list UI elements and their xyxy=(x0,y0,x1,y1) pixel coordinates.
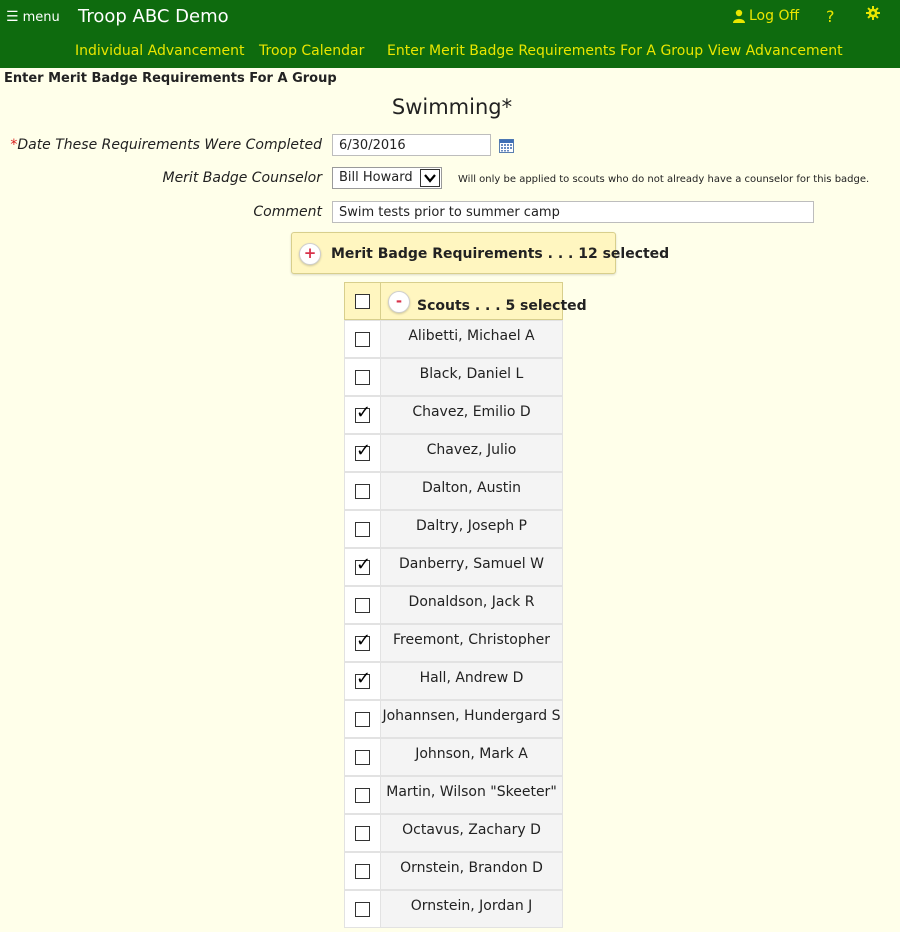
scout-row xyxy=(344,814,563,852)
scout-row xyxy=(344,320,563,358)
scout-checkbox-cell xyxy=(344,700,381,738)
requirements-label: Merit Badge Requirements . . . 12 selected xyxy=(331,246,670,262)
scout-name: Black, Daniel L xyxy=(381,358,563,396)
top-header-bar xyxy=(0,0,900,68)
scout-name: Dalton, Austin xyxy=(381,472,563,510)
check-icon: ✓ xyxy=(356,402,372,423)
scout-row xyxy=(344,776,563,814)
scout-name: Donaldson, Jack R xyxy=(381,586,563,624)
scout-checkbox[interactable] xyxy=(355,788,370,803)
scout-name: Alibetti, Michael A xyxy=(381,320,563,358)
scout-checkbox[interactable] xyxy=(355,598,370,613)
scout-checkbox-cell xyxy=(344,586,381,624)
scout-checkbox[interactable] xyxy=(355,332,370,347)
scouts-header-cell[interactable] xyxy=(381,282,587,320)
scout-row xyxy=(344,358,563,396)
scout-checkbox[interactable] xyxy=(355,484,370,499)
check-icon: ✓ xyxy=(356,630,372,651)
date-label-text: Date These Requirements Were Completed xyxy=(17,137,322,153)
nav-troop-calendar[interactable]: Troop Calendar xyxy=(259,43,365,59)
collapse-icon[interactable]: - xyxy=(388,291,410,313)
scout-checkbox[interactable] xyxy=(355,750,370,765)
scout-row xyxy=(344,700,563,738)
counselor-selected-value: Bill Howard xyxy=(339,170,413,185)
menu-label: menu xyxy=(22,9,60,25)
requirements-section-header[interactable] xyxy=(291,232,670,274)
scout-row xyxy=(344,434,563,472)
scout-name: Daltry, Joseph P xyxy=(381,510,563,548)
scout-checkbox-cell xyxy=(344,510,381,548)
scout-checkbox[interactable] xyxy=(355,554,372,575)
logoff-label: Log Off xyxy=(749,8,800,24)
scout-checkbox-cell xyxy=(344,472,381,510)
scout-row xyxy=(344,852,563,890)
select-all-checkbox[interactable] xyxy=(355,294,370,309)
scout-checkbox[interactable] xyxy=(355,370,370,385)
counselor-select[interactable] xyxy=(332,167,442,189)
scout-checkbox[interactable] xyxy=(355,712,370,727)
scout-checkbox-cell xyxy=(344,662,381,700)
page-heading: Enter Merit Badge Requirements For A Group xyxy=(4,71,337,86)
scout-checkbox[interactable] xyxy=(355,668,372,689)
scout-row xyxy=(344,890,563,928)
scout-checkbox-cell xyxy=(344,358,381,396)
scout-checkbox-cell xyxy=(344,434,381,472)
app-title: Troop ABC Demo xyxy=(78,6,229,27)
check-icon: ✓ xyxy=(356,554,372,575)
scout-row xyxy=(344,662,563,700)
scout-checkbox[interactable] xyxy=(355,402,372,423)
hamburger-icon: ☰ xyxy=(6,9,19,25)
date-input[interactable]: 6/30/2016 xyxy=(332,134,491,156)
date-label xyxy=(10,137,322,153)
scout-checkbox[interactable] xyxy=(355,864,370,879)
scout-row xyxy=(344,624,563,662)
nav-individual-advancement[interactable]: Individual Advancement xyxy=(75,43,245,59)
badge-title: Swimming* xyxy=(391,95,513,119)
logoff-link[interactable] xyxy=(732,8,799,24)
scout-checkbox-cell xyxy=(344,548,381,586)
scout-checkbox[interactable] xyxy=(355,522,370,537)
scout-checkbox[interactable] xyxy=(355,826,370,841)
comment-label: Comment xyxy=(253,204,322,220)
scout-row xyxy=(344,586,563,624)
calendar-icon[interactable] xyxy=(499,139,514,153)
nav-enter-merit-badge-requirements[interactable]: Enter Merit Badge Requirements For A Group xyxy=(387,43,704,59)
nav-view-advancement[interactable]: View Advancement xyxy=(708,43,843,59)
scout-name: Ornstein, Jordan J xyxy=(381,890,563,928)
chevron-down-icon xyxy=(420,169,440,187)
scout-row xyxy=(344,510,563,548)
user-icon xyxy=(732,9,746,23)
scout-checkbox-cell xyxy=(344,738,381,776)
scouts-label: Scouts . . . 5 selected xyxy=(417,298,587,314)
scout-row xyxy=(344,472,563,510)
scout-name: Johannsen, Hundergard S xyxy=(381,700,563,738)
scout-name: Ornstein, Brandon D xyxy=(381,852,563,890)
scout-checkbox[interactable] xyxy=(355,902,370,917)
scout-checkbox-cell xyxy=(344,814,381,852)
scout-name: Martin, Wilson "Skeeter" xyxy=(381,776,563,814)
scout-checkbox-cell xyxy=(344,624,381,662)
menu-button[interactable] xyxy=(6,9,60,25)
help-icon[interactable]: ? xyxy=(826,7,835,26)
gear-icon[interactable] xyxy=(866,5,880,24)
select-all-cell xyxy=(344,282,381,320)
scout-name: Chavez, Emilio D xyxy=(381,396,563,434)
scout-row xyxy=(344,396,563,434)
scout-name: Hall, Andrew D xyxy=(381,662,563,700)
scout-checkbox[interactable] xyxy=(355,630,372,651)
expand-icon[interactable]: + xyxy=(299,243,321,265)
check-icon: ✓ xyxy=(356,440,372,461)
scout-checkbox-cell xyxy=(344,396,381,434)
scout-name: Octavus, Zachary D xyxy=(381,814,563,852)
scout-name: Chavez, Julio xyxy=(381,434,563,472)
scout-checkbox-cell xyxy=(344,852,381,890)
scout-row xyxy=(344,548,563,586)
counselor-label: Merit Badge Counselor xyxy=(162,170,322,186)
comment-input[interactable]: Swim tests prior to summer camp xyxy=(332,201,814,223)
scout-checkbox-cell xyxy=(344,320,381,358)
check-icon: ✓ xyxy=(356,668,372,689)
scout-row xyxy=(344,738,563,776)
scout-checkbox-cell xyxy=(344,776,381,814)
scouts-header-row xyxy=(344,282,587,320)
scout-name: Johnson, Mark A xyxy=(381,738,563,776)
scout-checkbox-cell xyxy=(344,890,381,928)
scout-name: Freemont, Christopher xyxy=(381,624,563,662)
counselor-note: Will only be applied to scouts who do not already have a counselor for this badge. xyxy=(458,174,870,185)
scout-checkbox[interactable] xyxy=(355,440,372,461)
scout-name: Danberry, Samuel W xyxy=(381,548,563,586)
required-marker: * xyxy=(10,137,18,153)
